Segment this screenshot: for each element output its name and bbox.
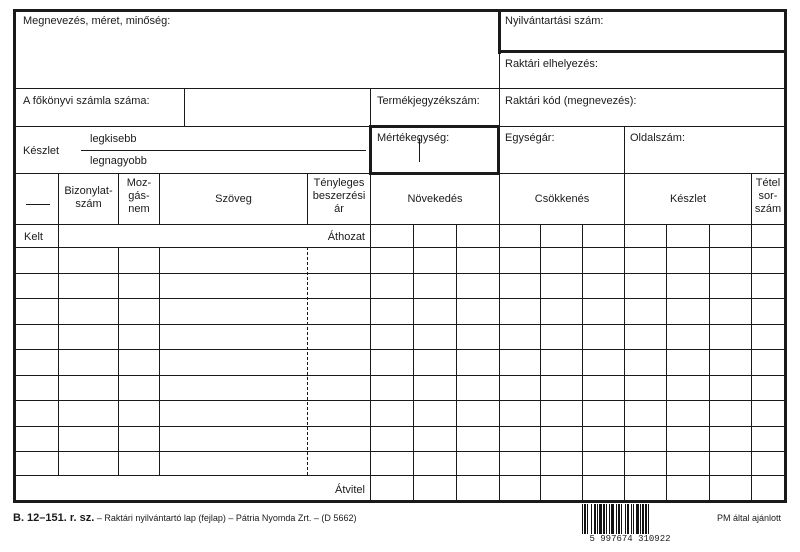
hline-row4 [13, 349, 787, 350]
col-szoveg: Szöveg [215, 193, 252, 205]
mertekegyseg-label: Mértékegység: [377, 132, 450, 144]
termekjegyzek-label: Termékjegyzékszám: [377, 95, 480, 107]
athozat-label: Áthozat [327, 231, 365, 243]
barcode-number: 5 997674 310922 [589, 534, 671, 544]
mertek-box-right [497, 125, 500, 175]
form-code: B. 12–151. r. sz. [13, 512, 95, 524]
vline-370-table [370, 173, 371, 503]
sub-col-2 [456, 224, 457, 503]
mertek-box-bottom [369, 172, 500, 175]
vline-370 [370, 88, 371, 127]
hline-row7 [13, 426, 787, 427]
fokonyvi-label: A főkönyvi számla száma: [23, 95, 150, 107]
col-tenyleges-ar: Tényleges beszerzési ár [312, 177, 366, 215]
vline-118-top [118, 173, 119, 225]
vline-624 [624, 126, 625, 174]
barcode-icon [578, 504, 682, 536]
keszlet-label: Készlet [23, 145, 60, 157]
col-csokkenes: Csökkenés [534, 193, 590, 205]
border-bottom [13, 500, 787, 503]
hline-row9 [13, 475, 787, 476]
sub-col-5 [666, 224, 667, 503]
sub-col-1 [413, 224, 414, 503]
barcode [578, 504, 682, 546]
border-left [13, 9, 16, 503]
vline-751-table [751, 173, 752, 503]
sub-col-4 [582, 224, 583, 503]
col-bizonylatszam: Bizonylat-szám [64, 185, 113, 210]
vline-118 [118, 247, 119, 476]
kelt-label: Kelt [24, 231, 43, 243]
vline-307-top [307, 173, 308, 225]
dashed-divider [307, 247, 308, 475]
hline-228 [13, 224, 787, 225]
vline-159 [159, 247, 160, 476]
nyilv-box-left [498, 9, 501, 54]
egysegar-label: Egységár: [505, 132, 555, 144]
hline-251 [13, 247, 787, 248]
col-keszlet: Készlet [669, 193, 707, 205]
col-novekedes: Növekedés [407, 193, 463, 205]
vline-624-table [624, 173, 625, 503]
raktari-elhelyezes-label: Raktári elhelyezés: [505, 58, 598, 70]
vline-184 [184, 88, 185, 127]
hline-row2 [13, 298, 787, 299]
nyilv-box-bottom [498, 50, 787, 53]
hline-row6 [13, 400, 787, 401]
hline-row8 [13, 451, 787, 452]
atvitel-label: Átvitel [335, 484, 365, 496]
raktari-kod-label: Raktári kód (megnevezés): [505, 95, 637, 107]
oldalszam-label: Oldalszám: [630, 132, 686, 144]
keszlet-divider [81, 150, 366, 151]
form-description: – Raktári nyilvántartó lap (fejlap) – Pátria Nyomda Zrt. – (D 5662) [94, 513, 357, 523]
col-mozgasnem: Moz-gás-nem [126, 177, 152, 215]
hline-80 [13, 88, 787, 89]
border-top [13, 9, 787, 12]
sub-col-6 [709, 224, 710, 503]
kelt-dash [26, 204, 50, 205]
footer-line [13, 512, 356, 524]
pm-recommended: PM által ajánlott [717, 513, 782, 523]
border-right [784, 9, 787, 503]
sub-col-3 [540, 224, 541, 503]
hline-row5 [13, 375, 787, 376]
vline-500-table [499, 173, 500, 503]
hline-row1 [13, 273, 787, 274]
nyilvantartasi-label: Nyilvántartási szám: [505, 15, 604, 27]
legkisebb-label: legkisebb [90, 133, 137, 145]
mertek-box-top [369, 125, 500, 128]
col-tetel-sorszam: Tétel sor-szám [754, 177, 782, 215]
vline-58 [58, 247, 59, 476]
megnevezes-label: Megnevezés, méret, minőség: [23, 15, 171, 27]
inventory-card-form [13, 9, 787, 503]
mertek-box-left [369, 125, 372, 175]
legnagyobb-label: legnagyobb [90, 155, 147, 167]
hline-row3 [13, 324, 787, 325]
